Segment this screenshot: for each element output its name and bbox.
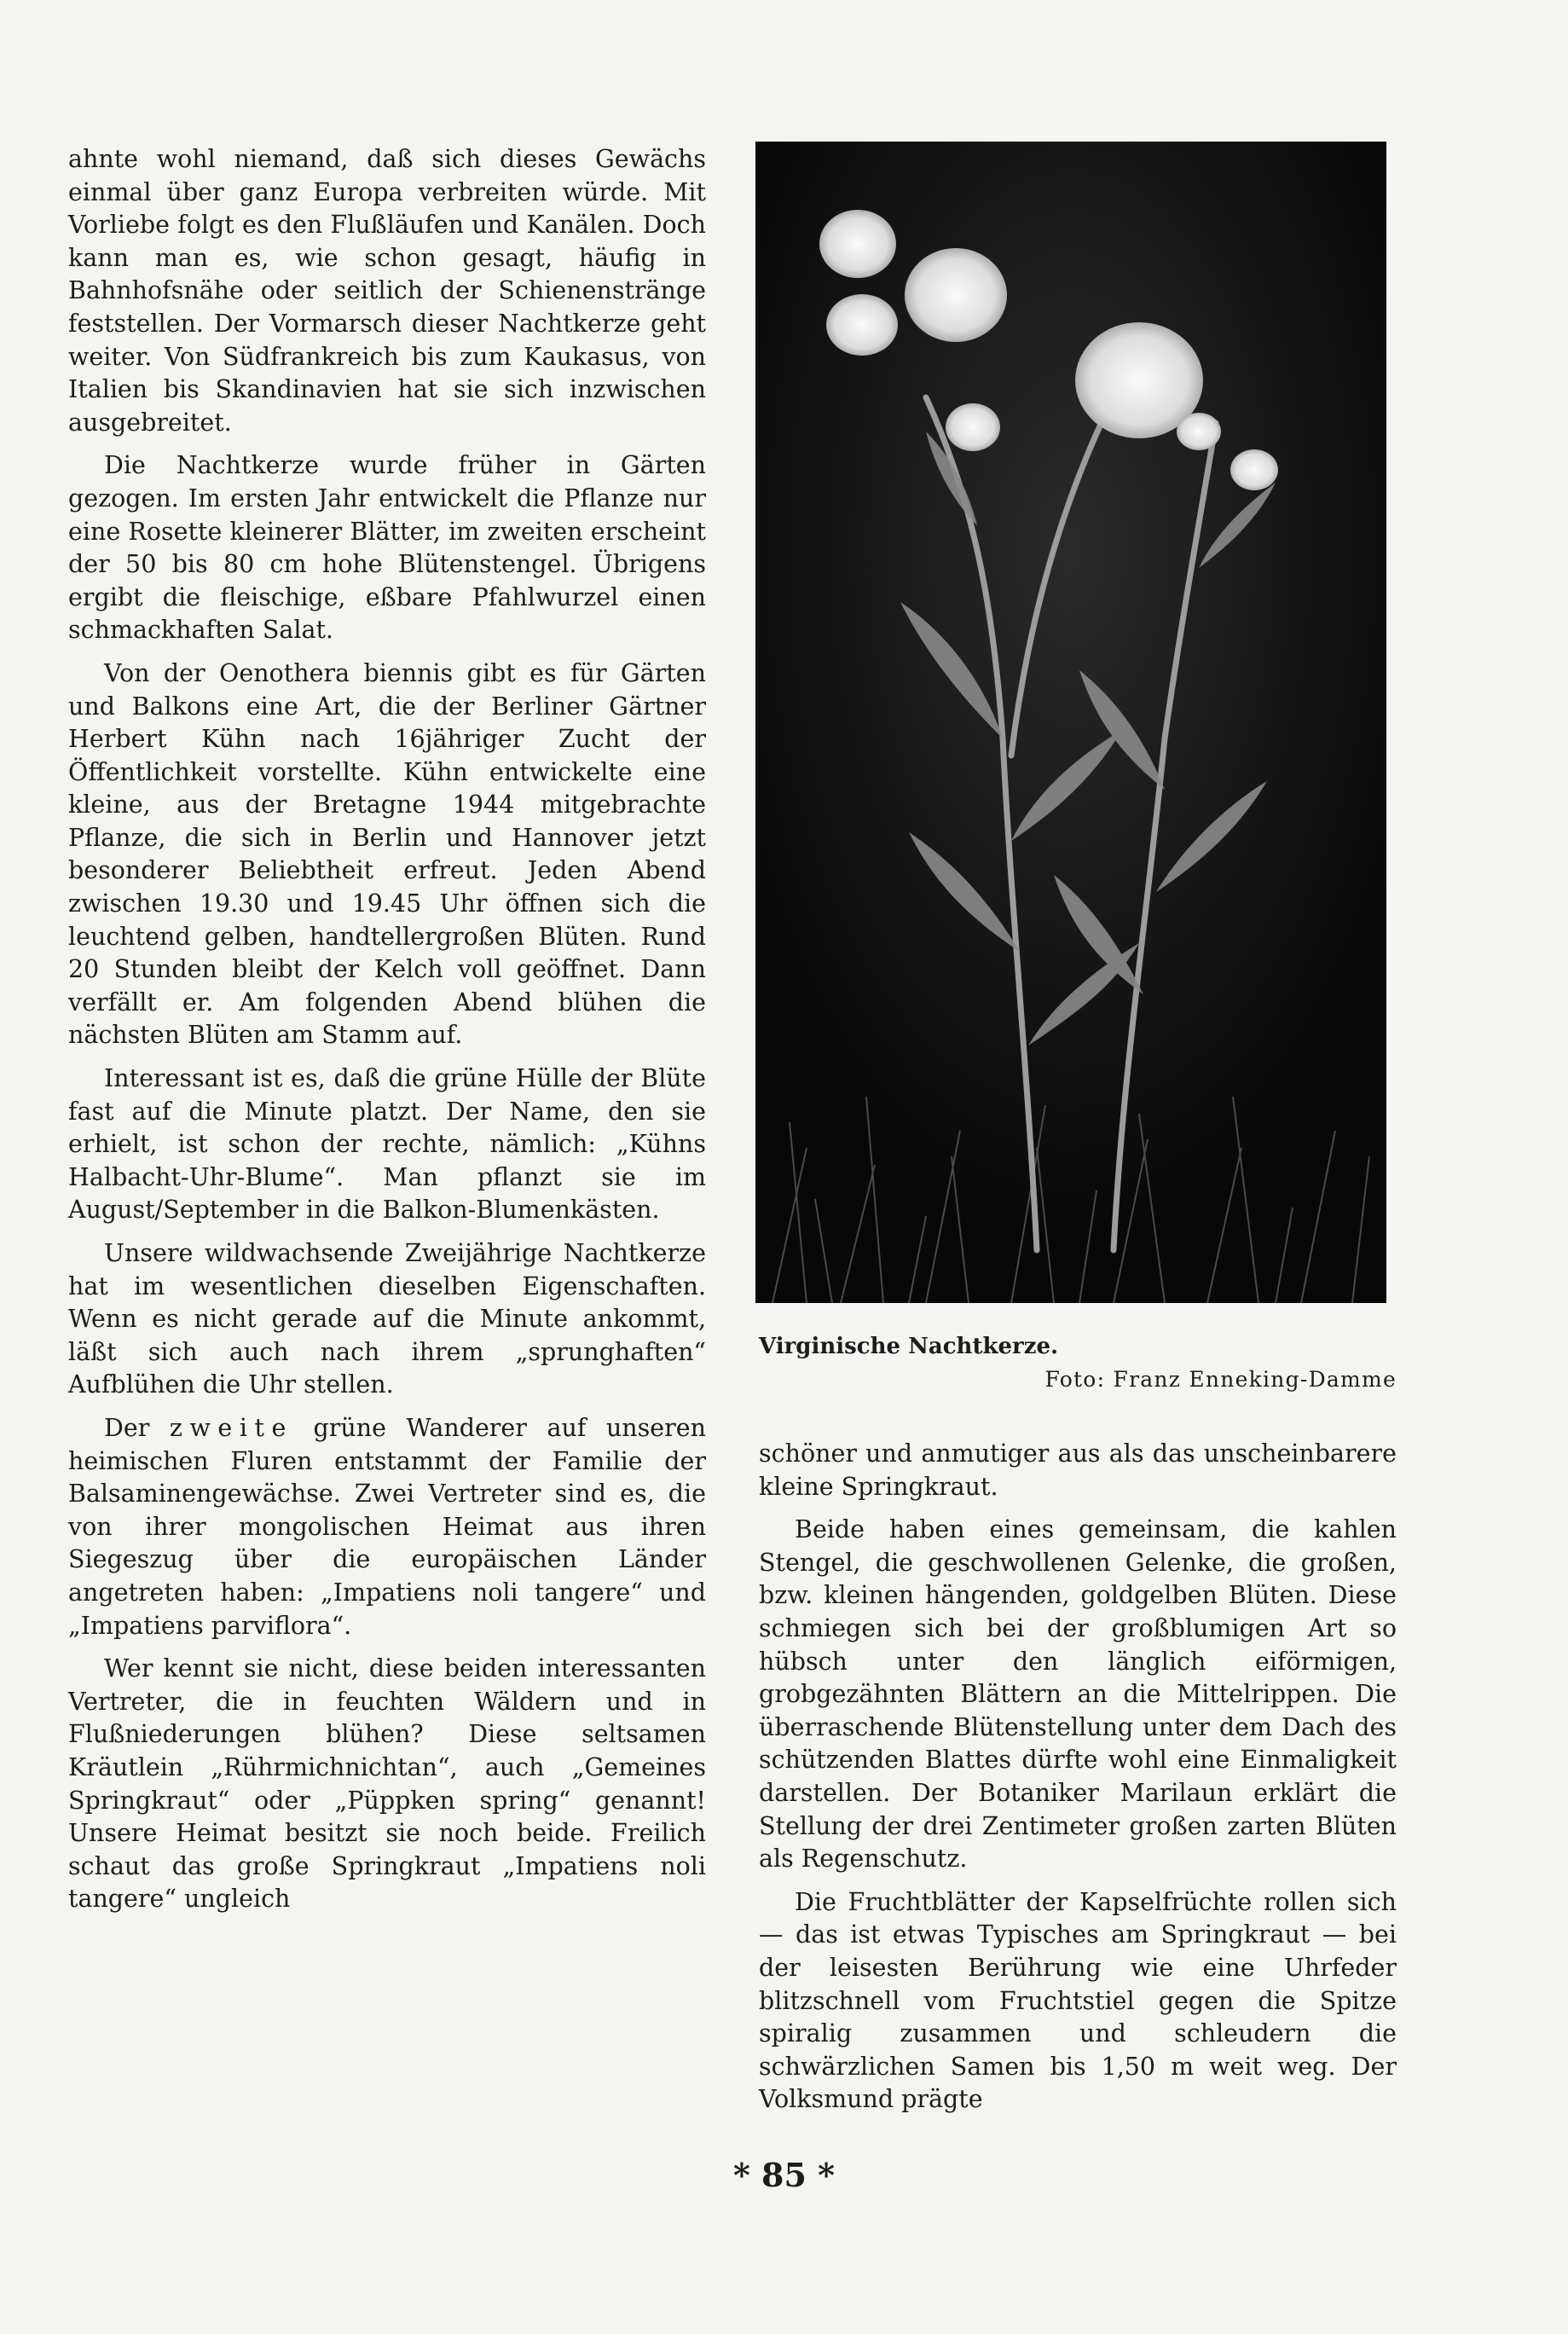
page-number: * 85 * (732, 2156, 836, 2194)
paragraph: Von der Oenothera biennis gibt es für Gärten und Balkons eine Art, die der Berliner Gärtner Herbert Kühn nach 16jähriger Zucht der Öffentlichkeit vorstellte. Kühn entwickelte eine kleine, aus der Bretagne 1944 mitgebrachte Pflanze, die sich in Berlin und Hannover jetzt besonderer Beliebtheit erfreut. Jeden Abend zwischen 19.30 und 19.45 Uhr öffnen sich die leuchtend gelben, handtellergroßen Blüten. Rund 20 Stunden bleibt der Kelch voll geöffnet. Dann verfällt er. Am folgenden Abend blühen die nächsten Blüten am Stamm auf. (68, 658, 706, 1050)
paragraph-lead: Der (104, 1413, 150, 1442)
paragraph: ahnte wohl niemand, daß sich dieses Gewächs einmal über ganz Europa verbreiten würde. Mit Vorliebe folgt es den Flußläufen und Kanälen. Doch kann man es, wie schon gesagt, häufig in Bahnhofsnähe oder seitlich der Schienenstränge feststellen. Der Vormarsch dieser Nachtkerze geht weiter. Von Südfrankreich bis zum Kaukasus, von Italien bis Skandinavien hat sie sich inzwischen ausgebreitet. (68, 145, 706, 437)
paragraph-body: grüne Wanderer auf unseren heimischen Fluren entstammt der Familie der Balsaminengewächse. Zwei Vertreter sind es, die von ihrer mongolischen Heimat aus ihren Siegeszug über die europäischen Länder angetreten haben: „Impatiens noli tangere“ und „Impatiens parviflora“. (68, 1413, 707, 1640)
photo-caption-title: Virginische Nachtkerze. (759, 1334, 1059, 1359)
evening-primrose-photo (755, 142, 1386, 1303)
spaced-emphasis: zweite (169, 1413, 293, 1442)
paragraph: Wer kennt sie nicht, diese beiden interessanten Vertreter, die in feuchten Wäldern und in Flußniederungen blühen? Diese seltsamen Kräutlein „Rührmichnichtan“, auch „Gemeines Springkraut“ oder „Püppken spring“ genannt! Unsere Heimat besitzt sie noch beide. Freilich schaut das große Springkraut „Impatiens noli tangere“ ungleich (68, 1654, 706, 1914)
paragraph: Die Fruchtblätter der Kapselfrüchte rollen sich — das ist etwas Typisches am Springkraut — bei der leisesten Berührung wie eine Uhrfeder blitzschnell vom Fruchtstiel gegen die Spitze spiralig zusammen und schleudern die schwärzlichen Samen bis 1,50 m weit weg. Der Volksmund prägte (759, 1887, 1397, 2114)
photo-credit: Foto: Franz Enneking-Damme (1044, 1367, 1397, 1392)
photo-illustration (755, 142, 1386, 1303)
paragraph (68, 1412, 706, 1642)
paragraph: schöner und anmutiger aus als das unscheinbarere kleine Springkraut. (759, 1439, 1397, 1501)
right-text-column (759, 1438, 1397, 2127)
paragraph: Unsere wildwachsende Zweijährige Nachtkerze hat im wesentlichen dieselben Eigenschaften. Wenn es nicht gerade auf die Minute ankommt, läßt sich auch nach ihrem „sprunghaften“ Aufblühen die Uhr stellen. (68, 1239, 706, 1399)
paragraph: Die Nachtkerze wurde früher in Gärten gezogen. Im ersten Jahr entwickelt die Pflanze nur eine Rosette kleinerer Blätter, im zweiten erscheint der 50 bis 80 cm hohe Blütenstengel. Übrigens ergibt die fleischige, eßbare Pfahlwurzel einen schmackhaften Salat. (68, 451, 706, 645)
paragraph: Beide haben eines gemeinsam, die kahlen Stengel, die geschwollenen Gelenke, die großen, bzw. kleinen hängenden, goldgelben Blüten. Diese schmiegen sich bei der großblumigen Art so hübsch unter den länglich eiförmigen, grobgezähnten Blättern an die Mittelrippen. Die überraschende Blütenstellung unter dem Dach des schützenden Blattes dürfte wohl eine Einmaligkeit darstellen. Der Botaniker Marilaun erklärt die Stellung der drei Zentimeter großen zarten Blüten als Regenschutz. (759, 1515, 1397, 1874)
left-text-column (68, 143, 706, 1926)
paragraph: Interessant ist es, daß die grüne Hülle der Blüte fast auf die Minute platzt. Der Name, den sie erhielt, ist schon der rechte, nämlich: „Kühns Halbacht-Uhr-Blume“. Man pflanzt sie im August/September in die Balkon-Blumenkästen. (68, 1064, 706, 1225)
